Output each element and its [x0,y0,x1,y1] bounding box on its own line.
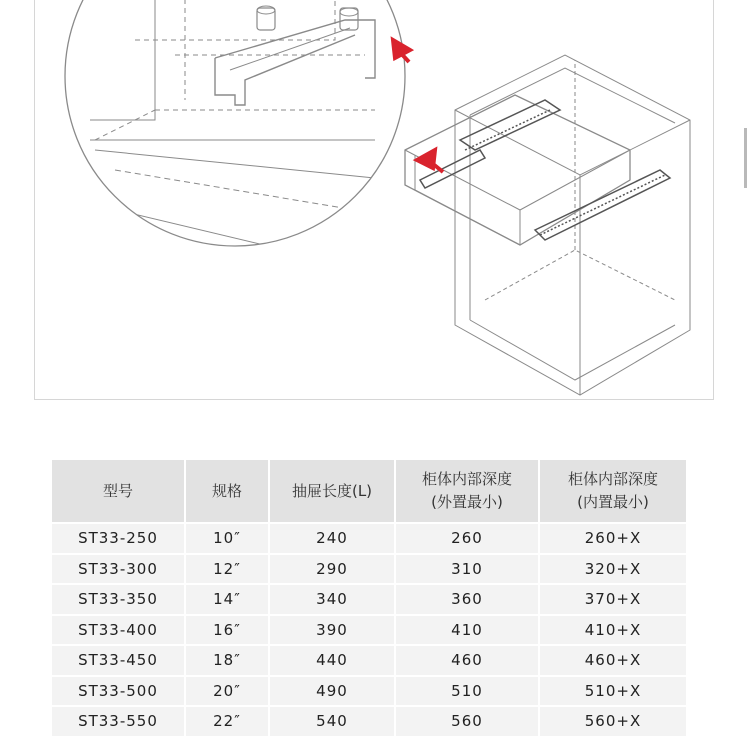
header-depth-internal: 柜体内部深度 (内置最小) [539,459,687,523]
cell-depth-external: 260 [395,523,539,554]
cell-model: ST33-350 [51,584,185,615]
cell-spec: 12″ [185,554,269,585]
cell-spec: 18″ [185,645,269,676]
header-spec: 规格 [185,459,269,523]
table-row [51,554,687,585]
cell-length: 290 [269,554,395,585]
cabinet-slide-drawing [35,0,715,400]
cell-spec: 22″ [185,706,269,737]
cell-length: 390 [269,615,395,646]
drawer-slide-icon [420,100,670,240]
cell-depth-internal: 410+X [539,615,687,646]
cell-depth-external: 510 [395,676,539,707]
table-row [51,615,687,646]
magnifier-circle-icon [65,0,415,250]
cell-length: 490 [269,676,395,707]
cell-model: ST33-450 [51,645,185,676]
scrollbar-edge [744,128,747,188]
cell-depth-external: 310 [395,554,539,585]
table-row [51,523,687,554]
cell-spec: 14″ [185,584,269,615]
cell-model: ST33-400 [51,615,185,646]
installation-diagram [34,0,714,400]
cell-depth-external: 410 [395,615,539,646]
cell-model: ST33-300 [51,554,185,585]
table-row [51,706,687,737]
cell-depth-internal: 460+X [539,645,687,676]
cell-length: 540 [269,706,395,737]
cell-spec: 20″ [185,676,269,707]
red-arrow-icon [393,40,410,62]
cell-model: ST33-250 [51,523,185,554]
red-arrow-icon [417,150,443,172]
cell-depth-internal: 370+X [539,584,687,615]
cabinet-drawing-icon [405,55,690,395]
cell-depth-external: 360 [395,584,539,615]
cell-depth-internal: 320+X [539,554,687,585]
spec-table [50,458,688,738]
cell-length: 340 [269,584,395,615]
cell-depth-internal: 510+X [539,676,687,707]
table-row [51,584,687,615]
header-drawer-length: 抽屉长度(L) [269,459,395,523]
cell-depth-internal: 260+X [539,523,687,554]
header-model: 型号 [51,459,185,523]
cell-spec: 10″ [185,523,269,554]
cell-model: ST33-550 [51,706,185,737]
table-header-row [51,459,687,523]
cell-depth-internal: 560+X [539,706,687,737]
table-row [51,645,687,676]
cell-spec: 16″ [185,615,269,646]
header-depth-external: 柜体内部深度 (外置最小) [395,459,539,523]
cell-depth-external: 560 [395,706,539,737]
cell-depth-external: 460 [395,645,539,676]
cell-length: 440 [269,645,395,676]
cell-model: ST33-500 [51,676,185,707]
cell-length: 240 [269,523,395,554]
table-row [51,676,687,707]
